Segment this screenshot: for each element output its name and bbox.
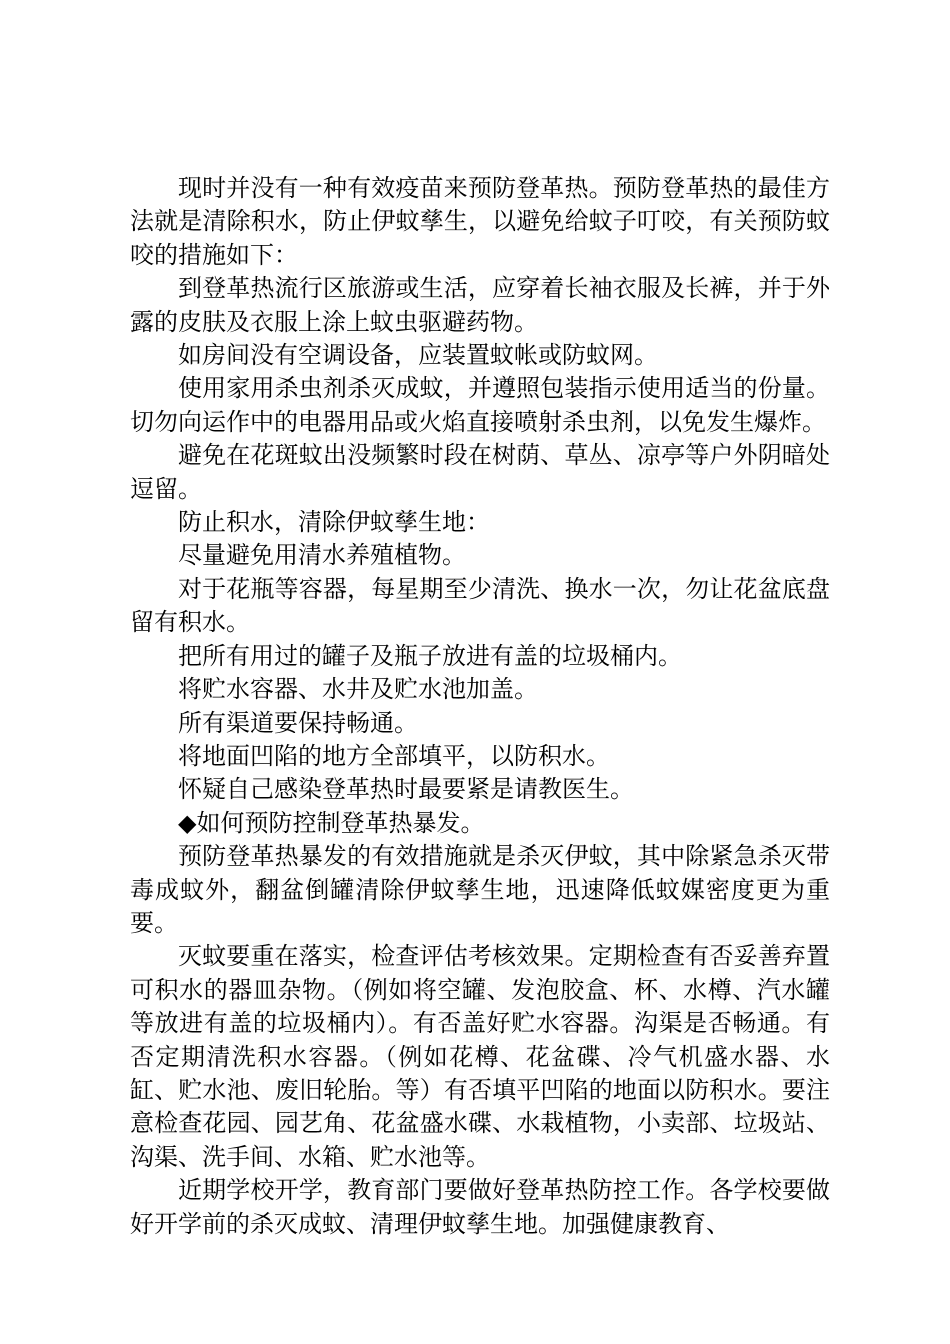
paragraph-intro: 现时并没有一种有效疫苗来预防登革热。预防登革热的最佳方法就是清除积水，防止伊蚊孳生，以避免给蚊子叮咬，有关预防蚊咬的措施如下： (130, 174, 830, 269)
section-heading-outbreak: ◆如何预防控制登革热暴发。 (178, 808, 485, 837)
paragraph-fill-ground: 将地面凹陷的地方全部填平，以防积水。 (178, 741, 610, 770)
paragraph-mosquito-net: 如房间没有空调设备，应装置蚊帐或防蚊网。 (178, 341, 658, 370)
paragraph-avoid-shade: 避免在花斑蚊出没频繁时段在树荫、草丛、凉亭等户外阴暗处逗留。 (130, 441, 830, 503)
paragraph-prevent-water: 防止积水，清除伊蚊孳生地： (178, 508, 490, 537)
paragraph-cans-bottles: 把所有用过的罐子及瓶子放进有盖的垃圾桶内。 (178, 641, 682, 670)
paragraph-cover-containers: 将贮水容器、水井及贮水池加盖。 (178, 675, 538, 704)
paragraph-insecticide: 使用家用杀虫剂杀灭成蚊，并遵照包装指示使用适当的份量。切勿向运作中的电器用品或火焰直接喷射杀虫剂，以免发生爆炸。 (130, 374, 830, 436)
document-body (130, 172, 830, 1241)
paragraph-drains: 所有渠道要保持畅通。 (178, 708, 418, 737)
paragraph-vases: 对于花瓶等容器，每星期至少清洗、换水一次，勿让花盆底盘留有积水。 (130, 574, 830, 637)
paragraph-see-doctor: 怀疑自己感染登革热时最要紧是请教医生。 (178, 775, 634, 804)
paragraph-schools: 近期学校开学，教育部门要做好登革热防控工作。各学校要做好开学前的杀灭成蚊、清理伊蚊孳生地。加强健康教育、 (130, 1176, 830, 1238)
paragraph-inspection: 灭蚊要重在落实，检查评估考核效果。定期检查有否妥善弃置可积水的器皿杂物。（例如将空罐、发泡胶盒、杯、水樽、汽水罐等放进有盖的垃圾桶内）。有否盖好贮水容器。沟渠是否畅通。有否定期清洗积水容器。（例如花樽、花盆碟、冷气机盛水器、水缸、贮水池、废旧轮胎。等）有否填平凹陷的地面以防积水。要注意检查花园、园艺角、花盆盛水碟、水栽植物，小卖部、垃圾站、沟渠、洗手间、水箱、贮水池等。 (130, 942, 830, 1171)
paragraph-clean-water-plants: 尽量避免用清水养殖植物。 (178, 541, 466, 570)
paragraph-clothing: 到登革热流行区旅游或生活，应穿着长袖衣服及长裤，并于外露的皮肤及衣服上涂上蚊虫驱避药物。 (130, 274, 830, 336)
paragraph-outbreak-measures: 预防登革热暴发的有效措施就是杀灭伊蚊，其中除紧急杀灭带毒成蚊外，翻盆倒罐清除伊蚊孳生地，迅速降低蚊媒密度更为重要。 (130, 842, 830, 937)
